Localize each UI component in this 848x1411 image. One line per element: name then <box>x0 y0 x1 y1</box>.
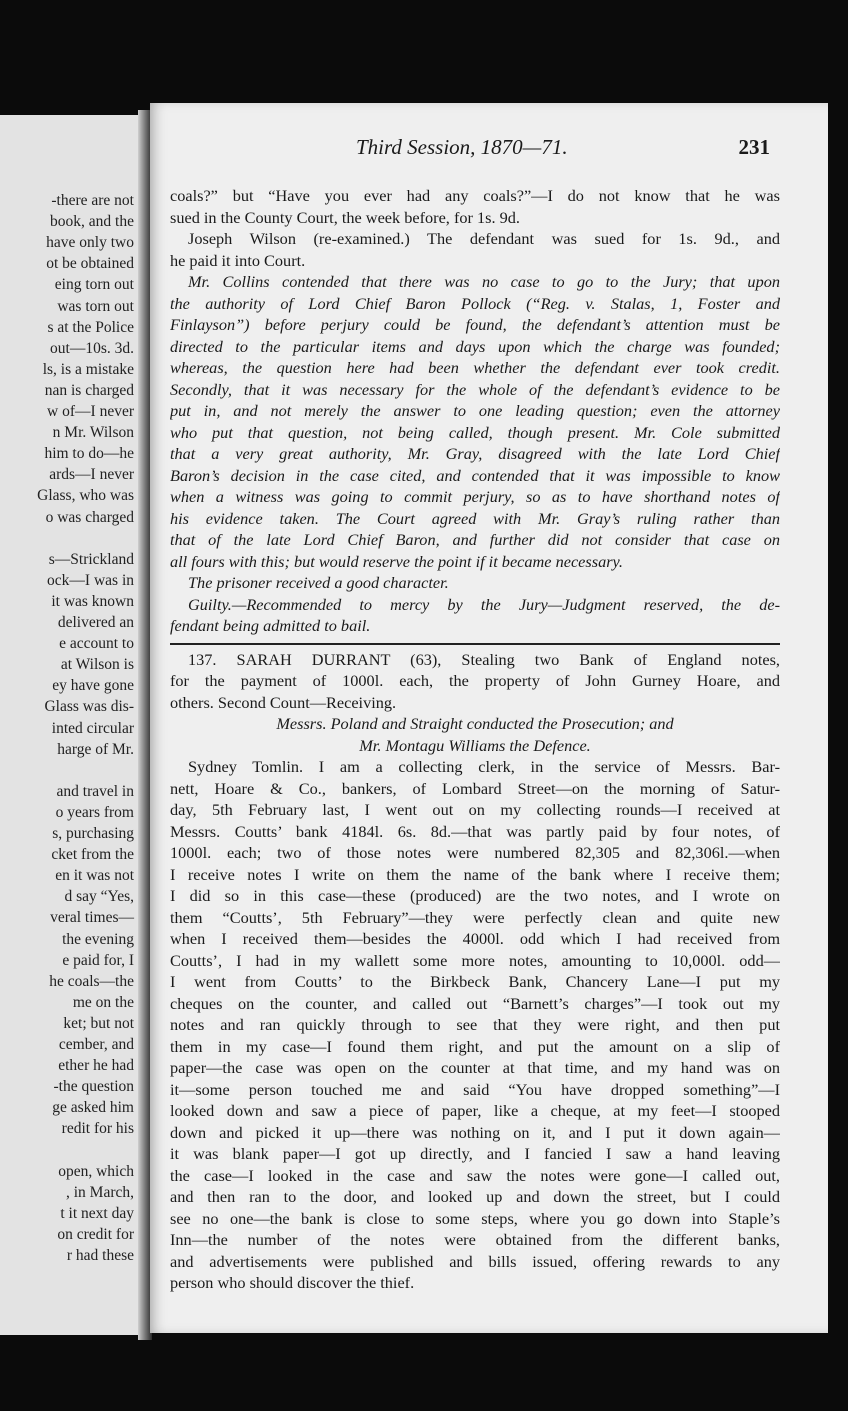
left-page-line: him to do—he <box>44 445 134 463</box>
left-page-line: o was charged <box>45 508 134 526</box>
text-line: and then ran to the door, and looked up and down the street, but I could <box>170 1187 780 1206</box>
left-page-line: the evening <box>62 930 134 948</box>
text-line: Messrs. Poland and Straight conducted the Prosecution; and <box>276 714 674 733</box>
page-header <box>150 135 828 159</box>
left-page-line: Glass, who was <box>37 487 134 505</box>
left-page-line: open, which <box>58 1162 134 1180</box>
left-page-line: and travel in <box>56 782 134 800</box>
character-note: The prisoner received a good character. <box>188 573 449 592</box>
text-line: Mr. Montagu Williams the Defence. <box>359 735 591 755</box>
left-page-line: on credit for <box>57 1225 134 1243</box>
left-page-line: have only two <box>46 234 134 252</box>
left-page-line: n Mr. Wilson <box>52 424 134 442</box>
left-page-line: me on the <box>72 993 134 1011</box>
text-line: Messrs. Coutts’ bank 4184l. 6s. 8d.—that was partly paid by four notes, of <box>170 821 780 841</box>
left-page-line: ards—I never <box>49 466 134 484</box>
text-line: all fours with this; but would reserve the point if it became necessary. <box>170 551 623 571</box>
text-line: them “Coutts’, 5th February”—they were perfectly clean and quite new <box>170 907 780 927</box>
left-page-line: ether he had <box>58 1057 134 1075</box>
left-page-line: ey have gone <box>52 677 134 695</box>
left-page-line: r had these <box>66 1247 134 1264</box>
paragraph-legal-argument <box>170 271 780 572</box>
left-page-line: o years from <box>55 803 134 821</box>
left-page-line: at Wilson is <box>60 656 134 674</box>
running-head: Third Session, 1870—71. <box>356 135 568 159</box>
text-line: when a witness was going to commit perjury, so as to have shorthand notes of <box>170 487 780 506</box>
text-line: see no one—the bank is close to some steps, where you go down into Staple’s <box>170 1208 780 1228</box>
paragraph-coals <box>170 185 780 228</box>
text-line: Secondly, that it was necessary for the whole of the defendant’s evidence to be <box>170 379 780 399</box>
left-page-line: ge asked him <box>52 1099 134 1117</box>
left-page-line: harge of Mr. <box>57 740 134 758</box>
left-page-line: Glass was dis- <box>44 698 134 716</box>
left-page-line: delivered an <box>57 614 134 631</box>
left-page-line: e paid for, I <box>62 951 134 969</box>
left-page-line: ls, is a mistake <box>42 360 134 378</box>
left-page-line: w of—I never <box>47 403 134 420</box>
left-page-line: it was known <box>51 592 134 610</box>
left-page-line: inted circular <box>51 719 134 737</box>
text-line: directed to the particular items and days upon which the charge was founded; <box>170 336 780 356</box>
left-page-line: ot be obtained <box>46 255 134 273</box>
text-line: paper—the case was open on the counter at that time, and my hand was on <box>170 1058 780 1077</box>
left-page-line: book, and the <box>50 213 134 231</box>
left-page-line: nan is charged <box>44 381 134 399</box>
witness-testimony <box>170 756 780 1294</box>
left-page-line: cket from the <box>51 846 134 864</box>
left-page-line: -the question <box>53 1078 134 1096</box>
text-line: 137. SARAH DURRANT (63), Stealing two Bank of England notes, <box>188 649 780 669</box>
text-line: looked down and saw a piece of paper, like a cheque, at my feet—I stooped <box>170 1101 780 1120</box>
text-line: for the payment of 1000l. each, the property of John Gurney Hoare, and <box>170 671 780 690</box>
text-line: Inn—the number of the notes were obtained from the different banks, <box>170 1230 780 1249</box>
text-line: nett, Hoare & Co., bankers, of Lombard Street—on the morning of Satur- <box>170 778 780 798</box>
text-line: I receive notes I write on them the name of the bank where I receive them; <box>170 864 780 884</box>
text-line: he paid it into Court. <box>170 250 306 270</box>
text-line: others. Second Count—Receiving. <box>170 692 397 712</box>
left-page-line: redit for his <box>61 1120 134 1138</box>
text-line: Guilty.—Recommended to mercy by the Jury—Judgment reserved, the de- <box>188 594 780 614</box>
left-page-line: e account to <box>59 635 134 653</box>
text-line: Mr. Collins contended that there was no case to go to the Jury; that upon <box>188 272 780 291</box>
left-page-line: ock—I was in <box>47 571 134 589</box>
text-line: sued in the County Court, the week before, for 1s. 9d. <box>170 207 520 227</box>
text-line: cheques on the counter, and called out “Barnett’s charges”—I took out my <box>170 993 780 1013</box>
left-facing-page <box>0 115 140 1335</box>
left-page-line: ket; but not <box>63 1014 134 1032</box>
text-line: that of the late Lord Chief Baron, and further did not consider that case on <box>170 530 780 549</box>
page-body <box>170 185 780 1294</box>
left-page-line: was torn out <box>57 297 134 315</box>
text-line: fendant being admitted to bail. <box>170 616 371 635</box>
left-page-line: s, purchasing <box>52 825 134 842</box>
left-page-line: out—10s. 3d. <box>50 339 134 357</box>
text-line: Joseph Wilson (re-examined.) The defendant was sued for 1s. 9d., and <box>188 229 780 248</box>
text-line: the authority of Lord Chief Baron Pollock (“Reg. v. Stalas, 1, Foster and <box>170 293 780 313</box>
text-line: who put that question, not being called, though present. Mr. Cole submitted <box>170 422 780 442</box>
text-line: the case—I looked in the case and saw the notes were gone—I called out, <box>170 1165 780 1185</box>
left-page-line: s—Strickland <box>48 550 134 568</box>
right-page <box>150 103 828 1333</box>
left-page-line: -there are not <box>51 192 134 209</box>
text-line: put in, and not merely the answer to one leading question; even the attorney <box>170 401 780 420</box>
left-page-line: , in March, <box>65 1183 134 1201</box>
paragraph-joseph-wilson <box>170 228 780 271</box>
text-line: whereas, the question here had been whether the defendant ever took credit. <box>170 358 780 377</box>
text-line: his evidence taken. The Court agreed with Mr. Gray’s ruling rather than <box>170 508 780 528</box>
text-line: Sydney Tomlin. I am a collecting clerk, in the service of Messrs. Bar- <box>188 757 780 776</box>
left-page-line: t it next day <box>60 1204 134 1222</box>
case-heading <box>170 649 780 714</box>
text-line: person who should discover the thief. <box>170 1273 415 1292</box>
left-page-line: eing torn out <box>54 276 134 294</box>
text-line: when I received them—besides the 4000l. odd which I had received from <box>170 929 780 948</box>
left-page-line: s at the Police <box>47 318 134 336</box>
text-line: 1000l. each; two of those notes were numbered 82,305 and 82,306l.—when <box>170 843 780 862</box>
text-line: notes and ran quickly through to see that they were right, and then put <box>170 1015 780 1034</box>
page-number: 231 <box>738 135 770 159</box>
text-line: day, 5th February last, I went out on my collecting rounds—I received at <box>170 800 780 819</box>
text-line: Finlayson”) before perjury could be found, the defendant’s attention must be <box>170 315 780 334</box>
case-divider <box>170 643 780 645</box>
left-page-line: d say “Yes, <box>64 888 134 906</box>
text-line: Coutts’, I had in my wallett some more notes, amounting to 10,000l. odd— <box>170 950 780 970</box>
text-line: that a very great authority, Mr. Gray, disagreed with the late Lord Chief <box>170 444 780 463</box>
left-page-line: en it was not <box>55 867 134 885</box>
left-page-line: he coals—the <box>49 972 134 990</box>
text-line: and advertisements were published and bills issued, offering rewards to any <box>170 1251 780 1271</box>
left-page-line: veral times— <box>50 909 134 927</box>
text-line: them in my case—I found them right, and put the amount on a slip of <box>170 1036 780 1056</box>
text-line: Baron’s decision in the case cited, and contended that it was impossible to know <box>170 465 780 485</box>
verdict <box>170 594 780 637</box>
text-line: coals?” but “Have you ever had any coals?”—I do not know that he was <box>170 186 780 205</box>
text-line: I did so in this case—these (produced) are the two notes, and I wrote on <box>170 886 780 905</box>
counsel-note <box>170 713 780 756</box>
text-line: it—some person touched me and said “You have dropped something”—I <box>170 1079 780 1099</box>
text-line: it was blank paper—I got up directly, and I fancied I saw a hand leaving <box>170 1144 780 1163</box>
text-line: I went from Coutts’ to the Birkbeck Bank, Chancery Lane—I put my <box>170 972 780 991</box>
left-page-line: cember, and <box>58 1036 134 1053</box>
text-line: down and picked it up—there was nothing on it, and I put it down again— <box>170 1122 780 1142</box>
